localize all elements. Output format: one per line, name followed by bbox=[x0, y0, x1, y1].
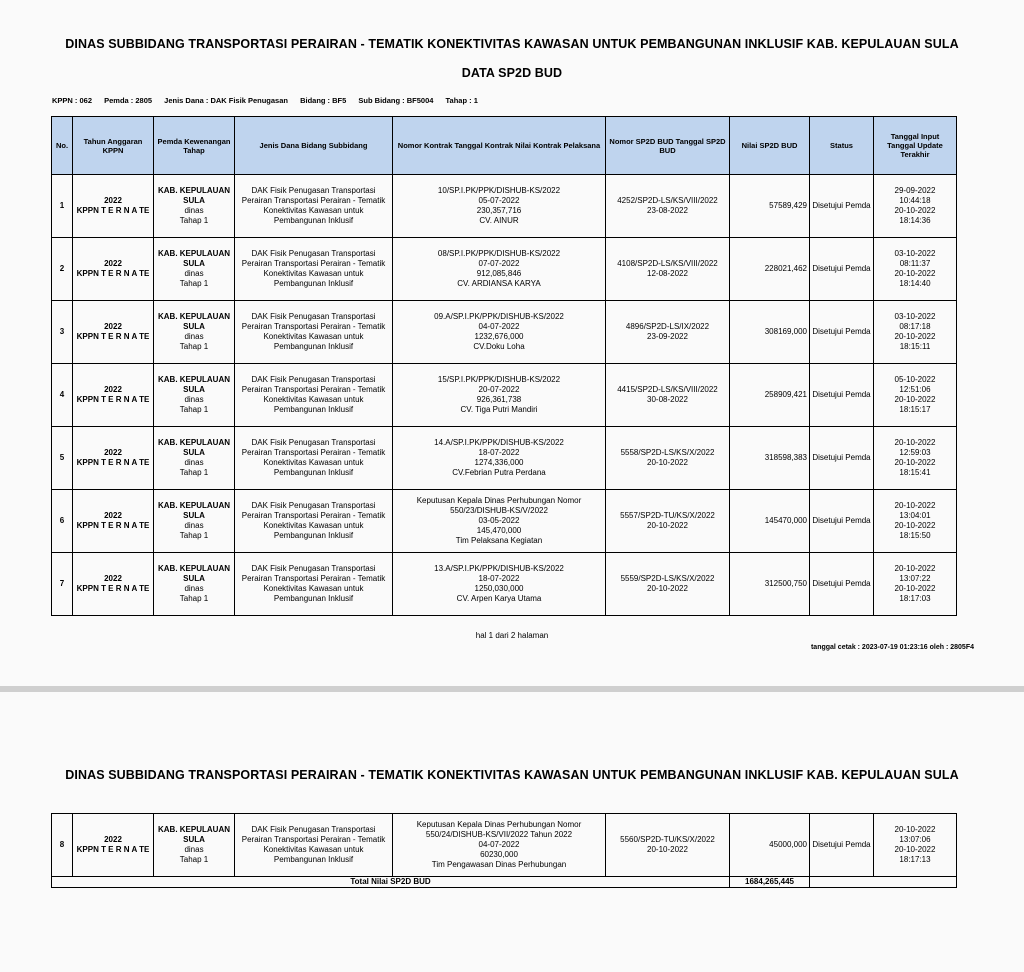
cell-kontrak-tgl: 03-05-2022 bbox=[478, 516, 520, 525]
cell-jam-update: 18:17:03 bbox=[899, 594, 931, 603]
cell-sp2d-tgl: 23-09-2022 bbox=[647, 332, 688, 341]
cell-sp2d-no: 4896/SP2D-LS/IX/2022 bbox=[625, 322, 710, 331]
cell-kontrak-tgl: 07-07-2022 bbox=[478, 259, 520, 268]
cell-jenis-dana: DAK Fisik Penugasan Transportasi Perairan Transportasi Perairan - Tematik Konektivitas Kawasan untuk Pembangunan Inklusif bbox=[235, 238, 393, 301]
cell-sp2d bbox=[606, 814, 730, 877]
cell-tanggal bbox=[874, 490, 957, 553]
cell-pelaksana: Tim Pelaksana Kegiatan bbox=[455, 536, 543, 545]
cell-pemda-name: KAB. KEPULAUAN SULA bbox=[158, 312, 230, 331]
cell-pelaksana: CV.Febrian Putra Perdana bbox=[452, 468, 546, 477]
cell-jam-input: 08:11:37 bbox=[899, 259, 931, 268]
cell-pemda bbox=[154, 175, 235, 238]
cell-pemda-name: KAB. KEPULAUAN SULA bbox=[158, 186, 230, 205]
cell-jam-input: 10:44:18 bbox=[899, 196, 931, 205]
cell-nilai: 145470,000 bbox=[730, 490, 810, 553]
cell-kontrak-no: 09.A/SP.I.PK/PPK/DISHUB-KS/2022 bbox=[434, 312, 564, 321]
meta-tahap: Tahap : 1 bbox=[445, 96, 478, 105]
total-row bbox=[52, 877, 957, 888]
cell-tahun-kppn bbox=[73, 175, 154, 238]
cell-sp2d bbox=[606, 301, 730, 364]
cell-tgl-input: 03-10-2022 bbox=[894, 312, 936, 321]
cell-tahun: 2022 bbox=[104, 448, 122, 457]
cell-tanggal bbox=[874, 427, 957, 490]
table-row bbox=[52, 814, 957, 877]
total-value: 1684,265,445 bbox=[730, 877, 810, 888]
table-row bbox=[52, 553, 957, 616]
cell-kewenangan: dinas bbox=[184, 584, 204, 593]
cell-jam-input: 12:51:06 bbox=[899, 385, 931, 394]
cell-kontrak-tgl: 18-07-2022 bbox=[478, 574, 520, 583]
cell-pemda-name: KAB. KEPULAUAN SULA bbox=[158, 249, 230, 268]
cell-status: Disetujui Pemda bbox=[810, 364, 874, 427]
cell-tahap: Tahap 1 bbox=[179, 216, 209, 225]
cell-kontrak-tgl: 04-07-2022 bbox=[478, 840, 520, 849]
cell-jam-update: 18:15:41 bbox=[899, 468, 931, 477]
cell-sp2d-no: 5557/SP2D-TU/KS/X/2022 bbox=[620, 511, 715, 520]
meta-sub-bidang: Sub Bidang : BF5004 bbox=[358, 96, 434, 105]
cell-sp2d-no: 5560/SP2D-TU/KS/X/2022 bbox=[620, 835, 715, 844]
cell-pelaksana: CV.Doku Loha bbox=[473, 342, 525, 351]
report-title: DINAS SUBBIDANG TRANSPORTASI PERAIRAN - TEMATIK KONEKTIVITAS KAWASAN UNTUK PEMBANGUNAN INKLUSIF KAB. KEPULAUAN SULA bbox=[65, 37, 959, 51]
cell-nilai: 228021,462 bbox=[730, 238, 810, 301]
meta-pemda: Pemda : 2805 bbox=[104, 96, 153, 105]
cell-no: 2 bbox=[52, 238, 73, 301]
col-status: Status bbox=[810, 117, 874, 175]
cell-kppn: KPPN T E R N A TE bbox=[76, 206, 150, 215]
cell-kewenangan: dinas bbox=[184, 845, 204, 854]
cell-no: 8 bbox=[52, 814, 73, 877]
cell-jam-input: 13:04:01 bbox=[899, 511, 931, 520]
cell-sp2d-tgl: 20-10-2022 bbox=[647, 458, 688, 467]
cell-tahun-kppn bbox=[73, 238, 154, 301]
cell-tgl-update: 20-10-2022 bbox=[894, 269, 936, 278]
cell-pemda bbox=[154, 814, 235, 877]
cell-kontrak bbox=[393, 553, 606, 616]
cell-tgl-input: 20-10-2022 bbox=[894, 564, 936, 573]
cell-kontrak-tgl: 20-07-2022 bbox=[478, 385, 520, 394]
cell-jenis-dana: DAK Fisik Penugasan Transportasi Perairan Transportasi Perairan - Tematik Konektivitas Kawasan untuk Pembangunan Inklusif bbox=[235, 301, 393, 364]
cell-nilai: 308169,000 bbox=[730, 301, 810, 364]
cell-jam-input: 13:07:22 bbox=[899, 574, 931, 583]
cell-tahun-kppn bbox=[73, 301, 154, 364]
cell-sp2d-no: 5558/SP2D-LS/KS/X/2022 bbox=[620, 448, 715, 457]
cell-no: 1 bbox=[52, 175, 73, 238]
cell-tgl-input: 05-10-2022 bbox=[894, 375, 936, 384]
cell-tgl-update: 20-10-2022 bbox=[894, 845, 936, 854]
cell-kontrak-no: 14.A/SP.I.PK/PPK/DISHUB-KS/2022 bbox=[434, 438, 564, 447]
cell-tanggal bbox=[874, 364, 957, 427]
cell-jam-input: 12:59:03 bbox=[899, 448, 931, 457]
cell-kppn: KPPN T E R N A TE bbox=[76, 269, 150, 278]
cell-sp2d-tgl: 12-08-2022 bbox=[647, 269, 688, 278]
cell-kontrak-nilai: 1250,030,000 bbox=[474, 584, 524, 593]
cell-pelaksana: CV. ARDIANSA KARYA bbox=[457, 279, 541, 288]
cell-kontrak-nilai: 1232,676,000 bbox=[474, 332, 524, 341]
cell-status: Disetujui Pemda bbox=[810, 490, 874, 553]
cell-pemda bbox=[154, 364, 235, 427]
cell-pelaksana: Tim Pengawasan Dinas Perhubungan bbox=[431, 860, 567, 869]
report-title-page2: DINAS SUBBIDANG TRANSPORTASI PERAIRAN - TEMATIK KONEKTIVITAS KAWASAN UNTUK PEMBANGUNAN INKLUSIF KAB. KEPULAUAN SULA bbox=[65, 768, 959, 782]
table-row bbox=[52, 427, 957, 490]
cell-pemda-name: KAB. KEPULAUAN SULA bbox=[158, 825, 230, 844]
cell-nilai: 312500,750 bbox=[730, 553, 810, 616]
cell-jenis-dana: DAK Fisik Penugasan Transportasi Perairan Transportasi Perairan - Tematik Konektivitas Kawasan untuk Pembangunan Inklusif bbox=[235, 490, 393, 553]
cell-kppn: KPPN T E R N A TE bbox=[76, 584, 150, 593]
table-row bbox=[52, 490, 957, 553]
cell-tgl-input: 20-10-2022 bbox=[894, 438, 936, 447]
cell-tahun: 2022 bbox=[104, 196, 122, 205]
meta-bidang: Bidang : BF5 bbox=[300, 96, 347, 105]
cell-tahap: Tahap 1 bbox=[179, 855, 209, 864]
cell-kewenangan: dinas bbox=[184, 332, 204, 341]
filter-meta bbox=[52, 96, 488, 105]
cell-tgl-update: 20-10-2022 bbox=[894, 521, 936, 530]
cell-sp2d-tgl: 20-10-2022 bbox=[647, 521, 688, 530]
cell-nilai: 258909,421 bbox=[730, 364, 810, 427]
cell-pemda bbox=[154, 238, 235, 301]
cell-tahun: 2022 bbox=[104, 835, 122, 844]
cell-jenis-dana: DAK Fisik Penugasan Transportasi Perairan Transportasi Perairan - Tematik Konektivitas Kawasan untuk Pembangunan Inklusif bbox=[235, 364, 393, 427]
table-row bbox=[52, 175, 957, 238]
cell-jenis-dana: DAK Fisik Penugasan Transportasi Perairan Transportasi Perairan - Tematik Konektivitas Kawasan untuk Pembangunan Inklusif bbox=[235, 427, 393, 490]
cell-kontrak-no: 10/SP.I.PK/PPK/DISHUB-KS/2022 bbox=[437, 186, 561, 195]
cell-kontrak bbox=[393, 427, 606, 490]
cell-status: Disetujui Pemda bbox=[810, 553, 874, 616]
cell-tahap: Tahap 1 bbox=[179, 531, 209, 540]
cell-tahun-kppn bbox=[73, 553, 154, 616]
cell-kppn: KPPN T E R N A TE bbox=[76, 458, 150, 467]
cell-tgl-update: 20-10-2022 bbox=[894, 206, 936, 215]
cell-sp2d-no: 5559/SP2D-LS/KS/X/2022 bbox=[620, 574, 715, 583]
cell-sp2d bbox=[606, 553, 730, 616]
cell-kontrak-no: 15/SP.I.PK/PPK/DISHUB-KS/2022 bbox=[437, 375, 561, 384]
col-kontrak: Nomor Kontrak Tanggal Kontrak Nilai Kontrak Pelaksana bbox=[393, 117, 606, 175]
cell-no: 4 bbox=[52, 364, 73, 427]
cell-kontrak-nilai: 1274,336,000 bbox=[474, 458, 524, 467]
table-header-row bbox=[52, 117, 957, 175]
cell-tgl-input: 03-10-2022 bbox=[894, 249, 936, 258]
cell-kontrak bbox=[393, 490, 606, 553]
cell-nilai: 57589,429 bbox=[730, 175, 810, 238]
cell-kontrak bbox=[393, 364, 606, 427]
cell-jam-update: 18:15:17 bbox=[899, 405, 931, 414]
cell-tgl-update: 20-10-2022 bbox=[894, 332, 936, 341]
cell-pemda-name: KAB. KEPULAUAN SULA bbox=[158, 564, 230, 583]
cell-tahun-kppn bbox=[73, 490, 154, 553]
cell-kontrak bbox=[393, 814, 606, 877]
cell-kontrak bbox=[393, 238, 606, 301]
cell-tahun: 2022 bbox=[104, 322, 122, 331]
sp2d-table-continued bbox=[51, 813, 957, 888]
cell-kppn: KPPN T E R N A TE bbox=[76, 845, 150, 854]
cell-tahun-kppn bbox=[73, 814, 154, 877]
cell-tahap: Tahap 1 bbox=[179, 342, 209, 351]
total-blank bbox=[810, 877, 957, 888]
cell-status: Disetujui Pemda bbox=[810, 427, 874, 490]
cell-tanggal bbox=[874, 238, 957, 301]
cell-kewenangan: dinas bbox=[184, 395, 204, 404]
cell-tahun: 2022 bbox=[104, 385, 122, 394]
cell-status: Disetujui Pemda bbox=[810, 301, 874, 364]
cell-tahun: 2022 bbox=[104, 574, 122, 583]
cell-status: Disetujui Pemda bbox=[810, 238, 874, 301]
cell-sp2d-no: 4415/SP2D-LS/KS/VIII/2022 bbox=[617, 385, 718, 394]
cell-kontrak-nilai: 145,470,000 bbox=[476, 526, 522, 535]
page-indicator: hal 1 dari 2 halaman bbox=[475, 631, 549, 640]
cell-kontrak-no: 08/SP.I.PK/PPK/DISHUB-KS/2022 bbox=[437, 249, 561, 258]
cell-nilai: 318598,383 bbox=[730, 427, 810, 490]
cell-pemda bbox=[154, 301, 235, 364]
cell-tahun: 2022 bbox=[104, 259, 122, 268]
cell-tgl-input: 29-09-2022 bbox=[894, 186, 936, 195]
cell-kontrak-no: Keputusan Kepala Dinas Perhubungan Nomor 550/24/DISHUB-KS/VII/2022 Tahun 2022 bbox=[416, 820, 582, 839]
cell-kontrak-tgl: 05-07-2022 bbox=[478, 196, 520, 205]
cell-no: 5 bbox=[52, 427, 73, 490]
table-row bbox=[52, 364, 957, 427]
cell-sp2d bbox=[606, 175, 730, 238]
cell-jam-input: 08:17:18 bbox=[899, 322, 931, 331]
cell-jam-update: 18:14:40 bbox=[899, 279, 931, 288]
cell-kontrak bbox=[393, 301, 606, 364]
cell-kontrak-nilai: 60230,000 bbox=[480, 850, 518, 859]
cell-jenis-dana: DAK Fisik Penugasan Transportasi Perairan Transportasi Perairan - Tematik Konektivitas Kawasan untuk Pembangunan Inklusif bbox=[235, 553, 393, 616]
cell-kontrak-tgl: 18-07-2022 bbox=[478, 448, 520, 457]
cell-pemda bbox=[154, 490, 235, 553]
cell-sp2d bbox=[606, 490, 730, 553]
cell-jam-input: 13:07:06 bbox=[899, 835, 931, 844]
cell-kontrak bbox=[393, 175, 606, 238]
cell-kewenangan: dinas bbox=[184, 206, 204, 215]
col-pemda: Pemda Kewenangan Tahap bbox=[154, 117, 235, 175]
cell-tgl-input: 20-10-2022 bbox=[894, 825, 936, 834]
cell-status: Disetujui Pemda bbox=[810, 175, 874, 238]
cell-sp2d-no: 4252/SP2D-LS/KS/VIII/2022 bbox=[617, 196, 718, 205]
cell-tahap: Tahap 1 bbox=[179, 594, 209, 603]
cell-jam-update: 18:17:13 bbox=[899, 855, 931, 864]
cell-kewenangan: dinas bbox=[184, 458, 204, 467]
cell-sp2d-tgl: 23-08-2022 bbox=[647, 206, 688, 215]
cell-sp2d bbox=[606, 238, 730, 301]
col-nilai: Nilai SP2D BUD bbox=[730, 117, 810, 175]
col-tahun: Tahun Anggaran KPPN bbox=[73, 117, 154, 175]
col-jenis-dana: Jenis Dana Bidang Subbidang bbox=[235, 117, 393, 175]
cell-sp2d-tgl: 20-10-2022 bbox=[647, 584, 688, 593]
cell-kontrak-tgl: 04-07-2022 bbox=[478, 322, 520, 331]
table-row bbox=[52, 238, 957, 301]
col-no: No. bbox=[52, 117, 73, 175]
cell-kewenangan: dinas bbox=[184, 521, 204, 530]
cell-sp2d bbox=[606, 364, 730, 427]
cell-kppn: KPPN T E R N A TE bbox=[76, 332, 150, 341]
cell-tahun-kppn bbox=[73, 427, 154, 490]
table-row bbox=[52, 301, 957, 364]
cell-kppn: KPPN T E R N A TE bbox=[76, 521, 150, 530]
cell-pemda-name: KAB. KEPULAUAN SULA bbox=[158, 438, 230, 457]
sp2d-table bbox=[51, 116, 957, 616]
cell-tanggal bbox=[874, 175, 957, 238]
cell-sp2d-tgl: 30-08-2022 bbox=[647, 395, 688, 404]
cell-kontrak-nilai: 230,357,716 bbox=[476, 206, 522, 215]
cell-tgl-input: 20-10-2022 bbox=[894, 501, 936, 510]
cell-pelaksana: CV. AINUR bbox=[479, 216, 519, 225]
total-label: Total Nilai SP2D BUD bbox=[52, 877, 730, 888]
col-tanggal: Tanggal Input Tanggal Update Terakhir bbox=[874, 117, 957, 175]
cell-pemda bbox=[154, 553, 235, 616]
cell-tahap: Tahap 1 bbox=[179, 468, 209, 477]
cell-pemda-name: KAB. KEPULAUAN SULA bbox=[158, 375, 230, 394]
cell-tgl-update: 20-10-2022 bbox=[894, 458, 936, 467]
cell-sp2d-tgl: 20-10-2022 bbox=[647, 845, 688, 854]
cell-status: Disetujui Pemda bbox=[810, 814, 874, 877]
cell-tahun: 2022 bbox=[104, 511, 122, 520]
cell-tgl-update: 20-10-2022 bbox=[894, 395, 936, 404]
report-page-2 bbox=[0, 692, 1024, 972]
cell-kontrak-no: Keputusan Kepala Dinas Perhubungan Nomor 550/23/DISHUB-KS/V/2022 bbox=[416, 496, 582, 515]
cell-pelaksana: CV. Tiga Putri Mandiri bbox=[460, 405, 538, 414]
cell-sp2d-no: 4108/SP2D-LS/KS/VIII/2022 bbox=[617, 259, 718, 268]
cell-tahap: Tahap 1 bbox=[179, 405, 209, 414]
cell-jam-update: 18:15:50 bbox=[899, 531, 931, 540]
cell-pelaksana: CV. Arpen Karya Utama bbox=[456, 594, 542, 603]
cell-no: 7 bbox=[52, 553, 73, 616]
meta-jenis-dana: Jenis Dana : DAK Fisik Penugasan bbox=[164, 96, 288, 105]
cell-jenis-dana: DAK Fisik Penugasan Transportasi Perairan Transportasi Perairan - Tematik Konektivitas Kawasan untuk Pembangunan Inklusif bbox=[235, 814, 393, 877]
print-info: tanggal cetak : 2023-07-19 01:23:16 oleh : 2805F4 bbox=[810, 644, 974, 651]
cell-tgl-update: 20-10-2022 bbox=[894, 584, 936, 593]
col-sp2d: Nomor SP2D BUD Tanggal SP2D BUD bbox=[606, 117, 730, 175]
cell-kewenangan: dinas bbox=[184, 269, 204, 278]
cell-tahap: Tahap 1 bbox=[179, 279, 209, 288]
cell-jam-update: 18:14:36 bbox=[899, 216, 931, 225]
cell-kontrak-nilai: 926,361,738 bbox=[476, 395, 522, 404]
cell-pemda-name: KAB. KEPULAUAN SULA bbox=[158, 501, 230, 520]
cell-tanggal bbox=[874, 814, 957, 877]
cell-jenis-dana: DAK Fisik Penugasan Transportasi Perairan Transportasi Perairan - Tematik Konektivitas Kawasan untuk Pembangunan Inklusif bbox=[235, 175, 393, 238]
cell-tanggal bbox=[874, 553, 957, 616]
cell-jam-update: 18:15:11 bbox=[899, 342, 931, 351]
cell-kontrak-nilai: 912,085,846 bbox=[476, 269, 522, 278]
meta-kppn: KPPN : 062 bbox=[52, 96, 93, 105]
cell-no: 3 bbox=[52, 301, 73, 364]
report-subtitle: DATA SP2D BUD bbox=[461, 66, 563, 80]
cell-no: 6 bbox=[52, 490, 73, 553]
cell-pemda bbox=[154, 427, 235, 490]
cell-kontrak-no: 13.A/SP.I.PK/PPK/DISHUB-KS/2022 bbox=[434, 564, 564, 573]
cell-kppn: KPPN T E R N A TE bbox=[76, 395, 150, 404]
cell-tanggal bbox=[874, 301, 957, 364]
cell-tahun-kppn bbox=[73, 364, 154, 427]
cell-sp2d bbox=[606, 427, 730, 490]
cell-nilai: 45000,000 bbox=[730, 814, 810, 877]
